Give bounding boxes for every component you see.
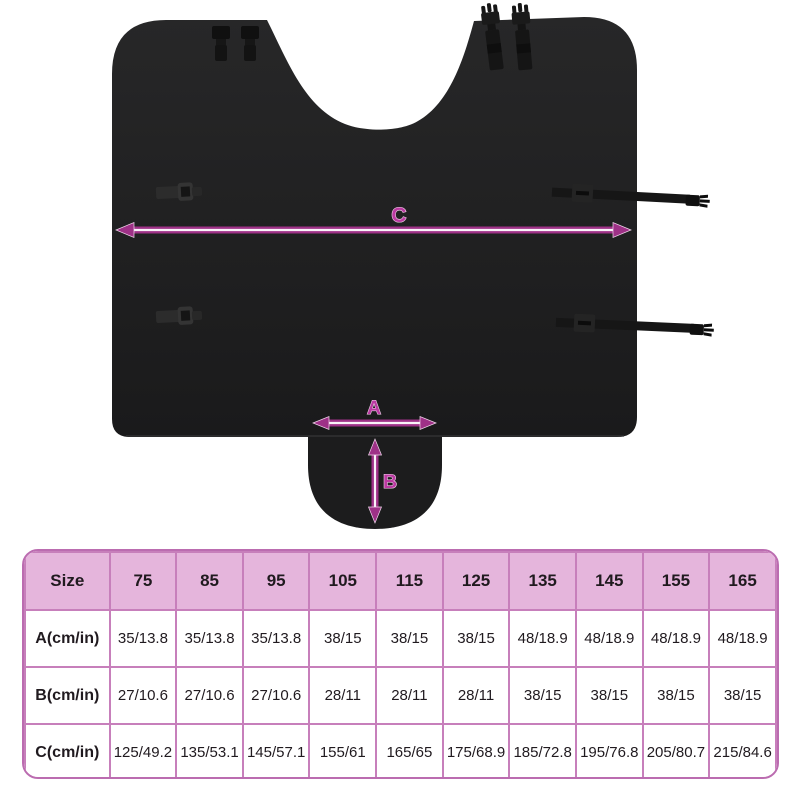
- size-value-cell: 155/61: [309, 724, 376, 779]
- size-col-title: Size: [25, 552, 110, 610]
- size-value-cell: 38/15: [509, 667, 576, 724]
- size-table: [24, 551, 777, 779]
- row-label-B: B(cm/in): [25, 667, 110, 724]
- size-value-cell: 145/57.1: [243, 724, 310, 779]
- size-value-cell: 205/80.7: [643, 724, 710, 779]
- size-value-cell: 175/68.9: [443, 724, 510, 779]
- size-value-cell: 195/76.8: [576, 724, 643, 779]
- size-table-panel: [22, 549, 779, 779]
- size-table-row: [25, 667, 776, 724]
- size-value-cell: 27/10.6: [243, 667, 310, 724]
- size-col-115: 115: [376, 552, 443, 610]
- size-table-body: [25, 610, 776, 779]
- size-value-cell: 38/15: [443, 610, 510, 667]
- size-value-cell: 38/15: [576, 667, 643, 724]
- size-value-cell: 28/11: [376, 667, 443, 724]
- size-value-cell: 48/18.9: [509, 610, 576, 667]
- size-value-cell: 38/15: [309, 610, 376, 667]
- size-table-row: [25, 610, 776, 667]
- size-value-cell: 135/53.1: [176, 724, 243, 779]
- size-value-cell: 35/13.8: [176, 610, 243, 667]
- size-value-cell: 185/72.8: [509, 724, 576, 779]
- dim-label-b: B: [383, 471, 398, 493]
- dim-label-a: A: [366, 397, 382, 419]
- size-value-cell: 48/18.9: [643, 610, 710, 667]
- size-col-155: 155: [643, 552, 710, 610]
- size-col-165: 165: [709, 552, 776, 610]
- row-label-C: C(cm/in): [25, 724, 110, 779]
- size-value-cell: 27/10.6: [110, 667, 177, 724]
- size-value-cell: 28/11: [309, 667, 376, 724]
- size-value-cell: 38/15: [376, 610, 443, 667]
- size-value-cell: 125/49.2: [110, 724, 177, 779]
- size-value-cell: 27/10.6: [176, 667, 243, 724]
- size-value-cell: 28/11: [443, 667, 510, 724]
- size-table-header-row: [25, 552, 776, 610]
- size-col-135: 135: [509, 552, 576, 610]
- size-col-85: 85: [176, 552, 243, 610]
- size-col-145: 145: [576, 552, 643, 610]
- size-value-cell: 215/84.6: [709, 724, 776, 779]
- size-col-125: 125: [443, 552, 510, 610]
- size-value-cell: 48/18.9: [709, 610, 776, 667]
- dim-label-c: C: [391, 204, 407, 227]
- size-value-cell: 35/13.8: [243, 610, 310, 667]
- size-table-row: [25, 724, 776, 779]
- size-value-cell: 35/13.8: [110, 610, 177, 667]
- size-col-95: 95: [243, 552, 310, 610]
- size-col-105: 105: [309, 552, 376, 610]
- size-value-cell: 38/15: [709, 667, 776, 724]
- size-value-cell: 48/18.9: [576, 610, 643, 667]
- size-col-75: 75: [110, 552, 177, 610]
- size-value-cell: 38/15: [643, 667, 710, 724]
- row-label-A: A(cm/in): [25, 610, 110, 667]
- size-value-cell: 165/65: [376, 724, 443, 779]
